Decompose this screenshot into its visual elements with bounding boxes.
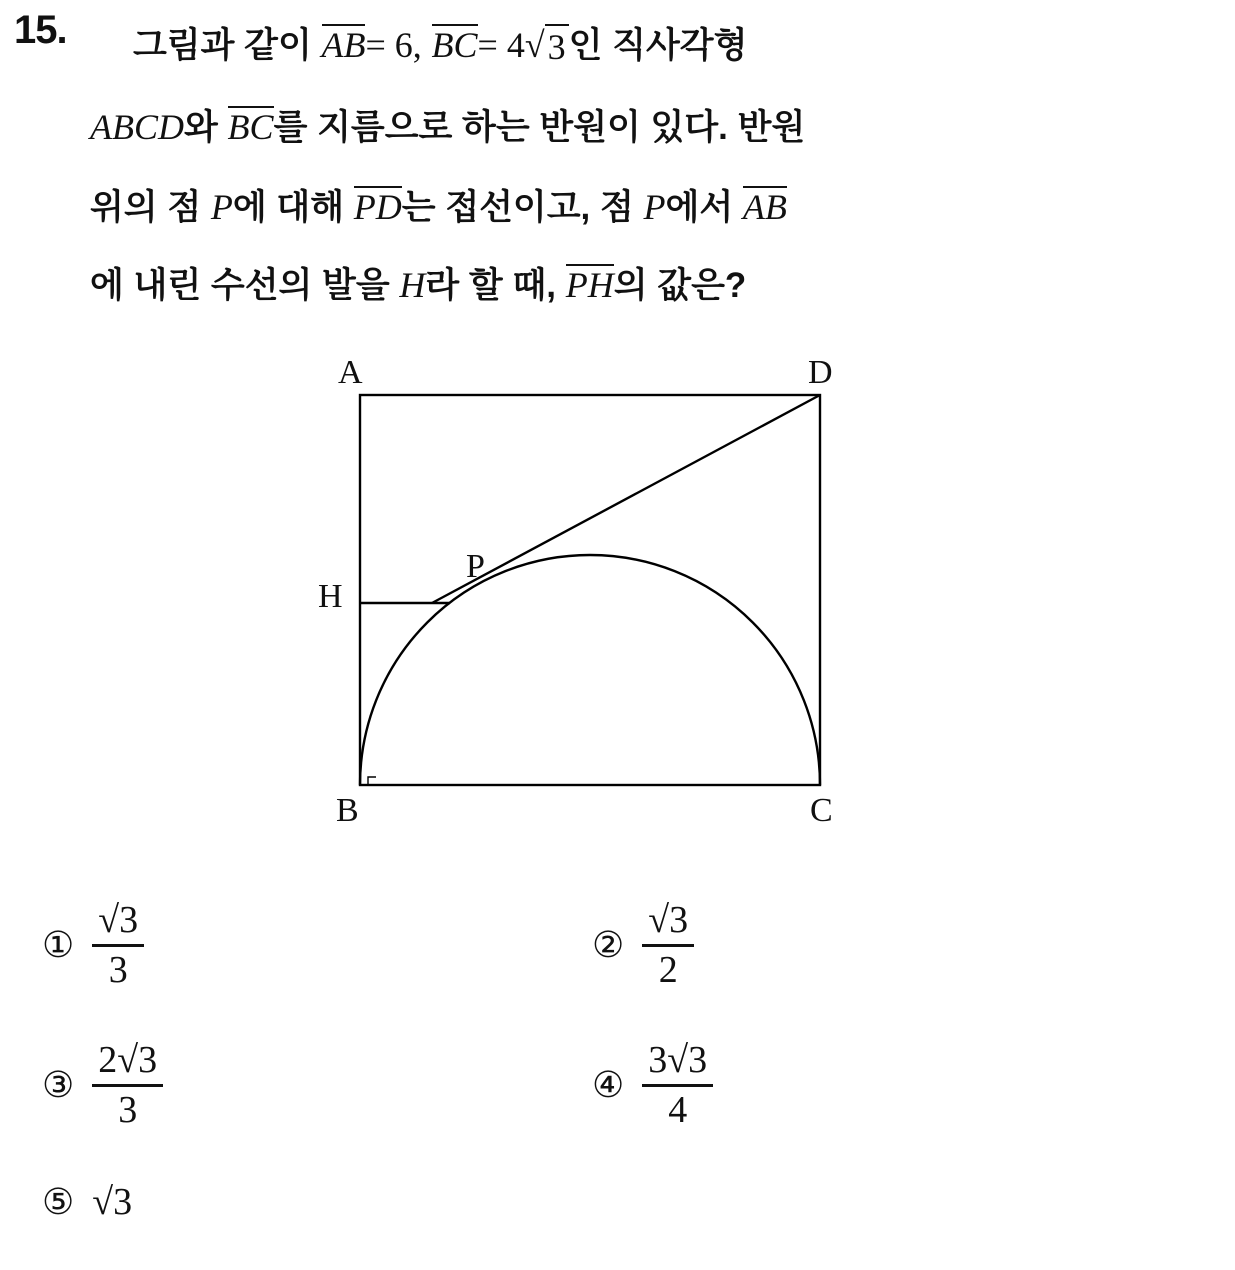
choice-5-marker: ⑤ — [42, 1181, 75, 1223]
statement-line-1 — [133, 18, 747, 68]
statement-line-3-mid3: 에서 — [665, 188, 743, 227]
choice-5-value: √3 — [92, 1181, 133, 1223]
choice-4-numerator: 3√3 — [648, 1039, 708, 1081]
choice-4-denominator: 4 — [668, 1089, 688, 1132]
figure-label-c: C — [810, 792, 833, 829]
choice-2-bar — [642, 944, 694, 947]
semicircle-bc — [360, 555, 820, 785]
figure-label-p: P — [466, 548, 485, 585]
statement-line-1-eq1: = 6, — [365, 25, 422, 65]
choice-1-marker: ① — [42, 925, 75, 967]
choice-5[interactable] — [42, 1180, 132, 1224]
choice-1-denominator: 3 — [108, 949, 128, 992]
rectangle-abcd-label: ABCD — [90, 107, 184, 147]
point-p-label-2: P — [643, 187, 666, 227]
sqrt-3-line1: √ 3 — [525, 24, 569, 68]
geometry-figure — [290, 350, 910, 850]
choice-3-numerator: 2√3 — [98, 1039, 158, 1081]
segment-bc-1: BC — [431, 25, 478, 65]
figure-label-a: A — [338, 354, 363, 391]
statement-line-4 — [90, 258, 746, 308]
statement-line-4-mid: 라 할 때, — [425, 266, 566, 305]
choice-2-numerator: √3 — [648, 899, 689, 941]
figure-label-h: H — [318, 578, 343, 615]
choice-4-value — [642, 1040, 713, 1131]
choice-2-marker: ② — [592, 925, 625, 967]
figure-label-d: D — [808, 354, 833, 391]
choice-1-value — [92, 900, 144, 991]
point-h-label: H — [399, 265, 426, 305]
choice-4-marker: ④ — [592, 1065, 625, 1107]
statement-line-2 — [90, 100, 805, 150]
statement-line-1-post: 인 직사각형 — [568, 26, 748, 65]
statement-line-3-pre: 위의 점 — [90, 188, 211, 227]
statement-line-4-pre: 에 내린 수선의 발을 — [90, 266, 400, 305]
segment-pd: PD — [353, 187, 402, 227]
choice-3-denominator: 3 — [118, 1089, 138, 1132]
choice-3-marker: ③ — [42, 1065, 75, 1107]
statement-line-3-mid1: 에 대해 — [232, 188, 354, 227]
choice-3-value — [92, 1040, 163, 1131]
geometry-figure-svg — [290, 350, 910, 850]
choice-1-bar — [92, 944, 144, 947]
statement-line-4-post: 의 값은? — [613, 266, 747, 305]
choice-4-bar — [642, 1084, 713, 1087]
point-p-label-1: P — [210, 187, 233, 227]
statement-line-3 — [90, 180, 787, 230]
figure-label-b: B — [336, 792, 359, 829]
choice-4[interactable] — [592, 1040, 713, 1131]
segment-bc-2: BC — [227, 107, 274, 147]
statement-line-2-mid: 와 — [184, 108, 228, 147]
right-angle-mark-b — [368, 777, 376, 785]
segment-ab-1: AB — [321, 25, 366, 65]
rectangle-abcd — [360, 395, 820, 785]
statement-line-1-eq2: = 4 — [477, 25, 525, 65]
choice-2[interactable] — [592, 900, 694, 991]
statement-line-3-mid2: 는 접선이고, 점 — [401, 188, 644, 227]
choice-1-numerator: √3 — [98, 899, 139, 941]
segment-ab-2: AB — [742, 187, 787, 227]
segment-ph: PH — [565, 265, 614, 305]
sqrt-3-line1-body: 3 — [545, 24, 569, 68]
choice-1[interactable] — [42, 900, 144, 991]
tangent-line-pd — [432, 395, 820, 603]
choice-2-denominator: 2 — [658, 949, 678, 992]
answer-choices — [0, 890, 1235, 1270]
choice-3-bar — [92, 1084, 163, 1087]
choice-2-value — [642, 900, 694, 991]
statement-line-2-post: 를 지름으로 하는 반원이 있다. 반원 — [273, 108, 806, 147]
question-number: 15. — [14, 8, 67, 52]
choice-3[interactable] — [42, 1040, 163, 1131]
statement-line-1-pre: 그림과 같이 — [133, 26, 322, 65]
